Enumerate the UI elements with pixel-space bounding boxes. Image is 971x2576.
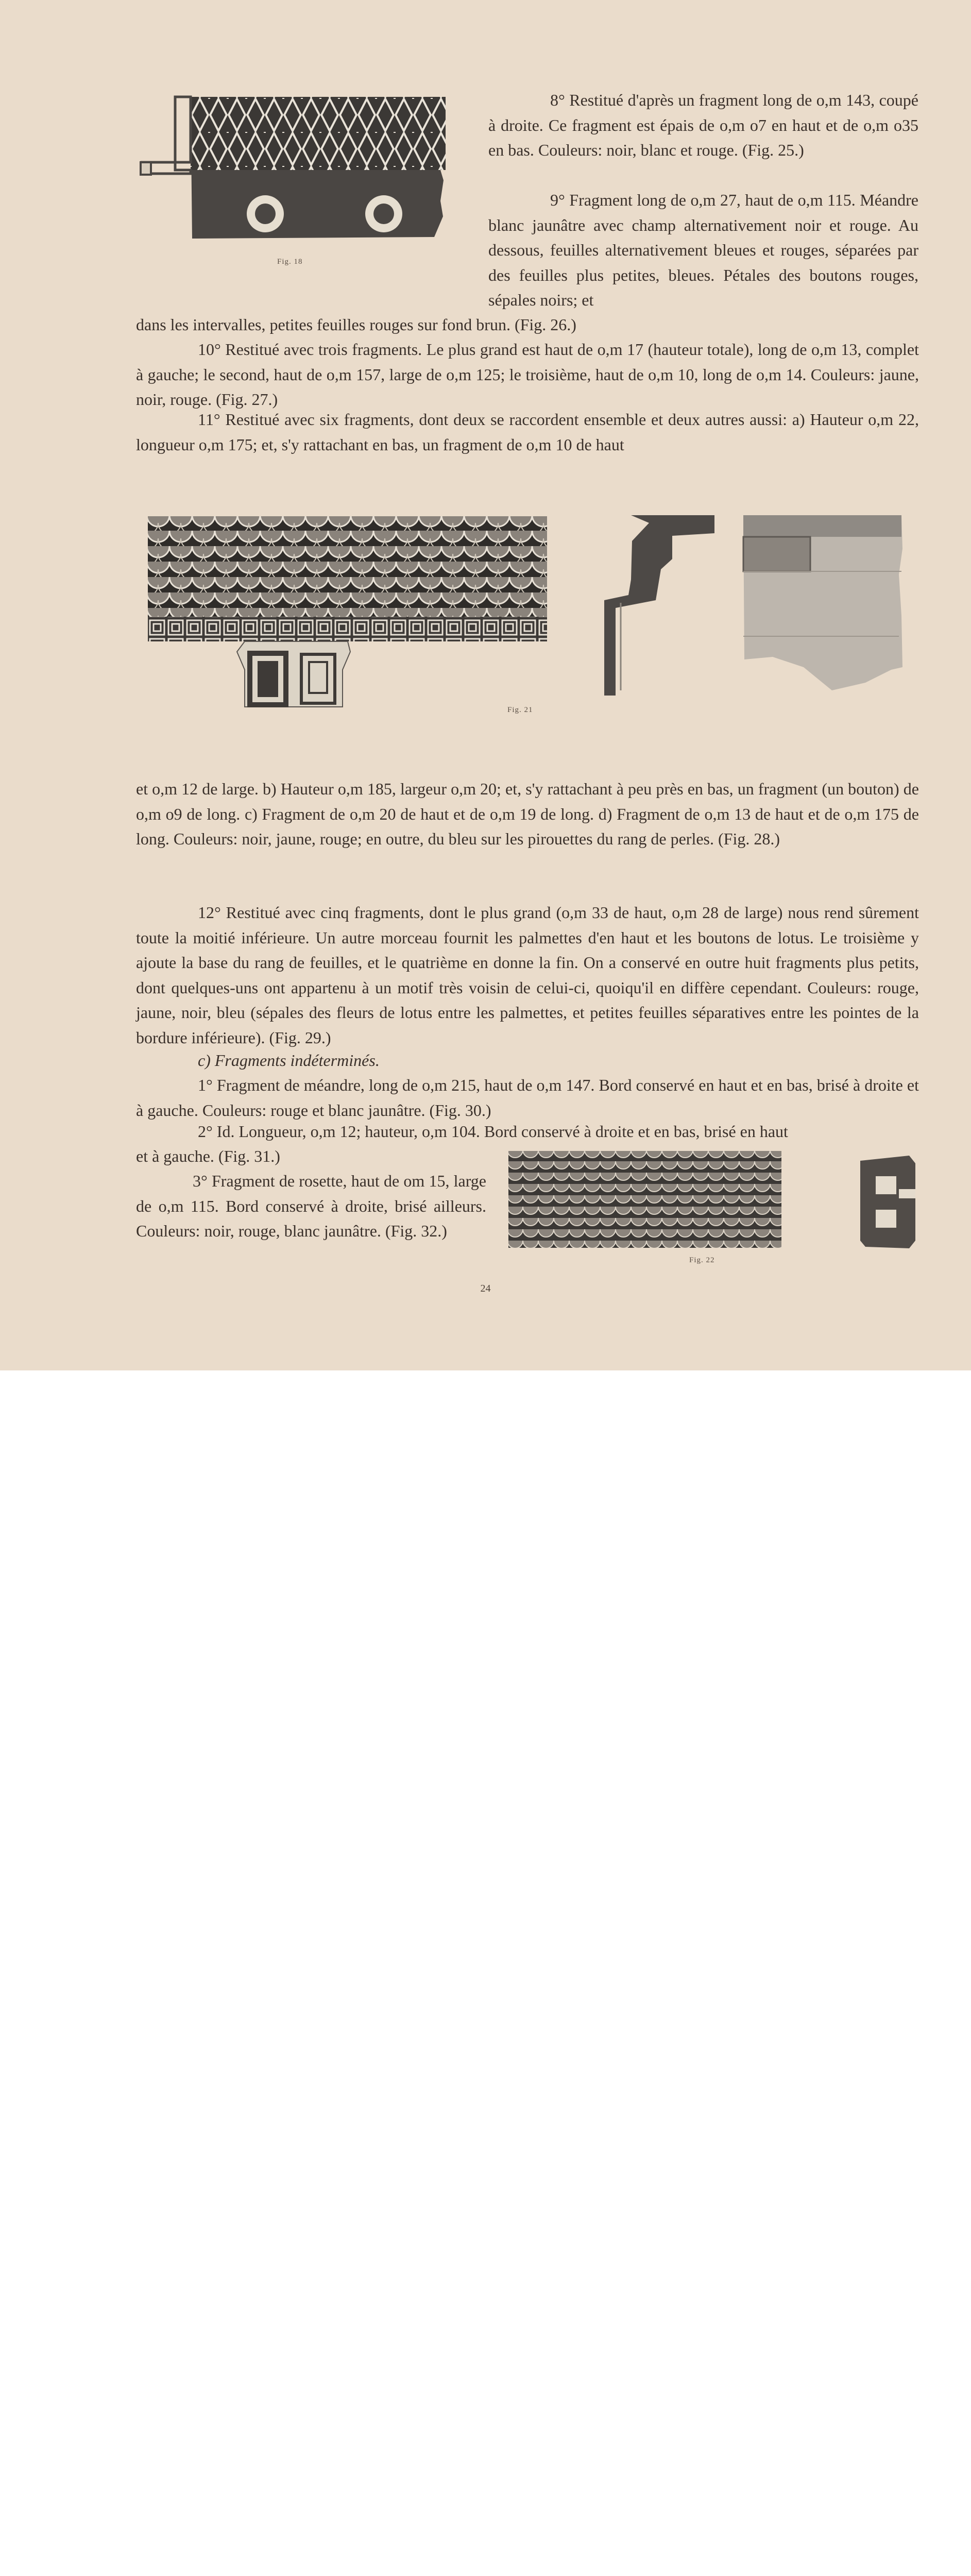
paragraph-item-11: 11° Restitué avec six fragments, dont deux se raccordent ensemble et deux autres aussi: a) Hauteur o,m 22, longueur o,m 175; et, s'y rattachant en bas, un fragment de o,m 10 de haut [136,410,919,454]
figure-21-caption: Fig. 21 [507,706,533,714]
page-number: 24 [480,1283,491,1294]
paragraph-indeterminate-1: 1° Fragment de méandre, long de o,m 215, haut de o,m 147. Bord conservé en haut et en bas, brisé à droite et à gauche. Couleurs: rouge et blanc jaunâtre. (Fig. 30.) [136,1076,919,1120]
paragraph-item-11-continued: et o,m 12 de large. b) Hauteur o,m 185, largeur o,m 20; et, s'y rattachant à peu près en bas, un fragment (un bouton) de o,m o9 de long. c) Fragment de o,m 20 de haut et de o,m 19 de long. d) Fragment de o,m 13 de haut et de o,m 175 de long. Couleurs: noir, jaune, rouge; en outre, du bleu sur les pirouettes du rang de perles. (Fig. 28.) [136,779,919,848]
figure-21-painted-fragment [742,513,907,693]
paragraph-indeterminate-2: 2° Id. Longueur, o,m 12; hauteur, o,m 104. Bord conservé à droite et en bas, brisé en haut [198,1122,788,1141]
figure-18-caption: Fig. 18 [277,258,303,266]
paragraph-indeterminate-2-continued: et à gauche. (Fig. 31.) [136,1147,280,1165]
paragraph-item-10: 10° Restitué avec trois fragments. Le plus grand est haut de o,m 17 (hauteur totale), long de o,m 13, complet à gauche; le second, haut de o,m 157, large de o,m 125; le troisième, haut de o,m 10, long de o,m 14. Couleurs: jaune, noir, rouge. (Fig. 27.) [136,340,919,409]
paragraph-item-12: 12° Restitué avec cinq fragments, dont le plus grand (o,m 33 de haut, o,m 28 de large) nous rend sûrement toute la moitié inférieure. Un autre morceau fournit les palmettes d'en haut et les boutons de lotus. Le troisième y ajoute la base du rang de feuilles, et le quatrième en donne la fin. On a conservé en outre huit fragments plus petits, dont quelques-uns ont appartenu à un motif très voisin de celui-ci, quoiqu'il en diffère cependant. Couleurs: rouge, jaune, noir, bleu (sépales des fleurs de lotus entre les palmettes, et petites feuilles séparatives entre les pointes de la bordure inférieure). (Fig. 29.) [136,903,919,1047]
figure-22-profile [858,1153,919,1251]
figure-21-scale-frieze [147,515,549,708]
section-heading-c-text: c) Fragments indéterminés. [198,1051,380,1070]
figure-22-scale-fragment [507,1150,783,1250]
paragraph-indeterminate-3: 3° Fragment de rosette, haut de om 15, large de o,m 115. Bord conservé à droite, brisé ailleurs. Couleurs: noir, rouge, blanc jaunâtre. (Fig. 32.) [136,1172,486,1240]
paragraph-item-9-continued: dans les intervalles, petites feuilles rouges sur fond brun. (Fig. 26.) [136,315,576,334]
figure-21-profile [600,513,719,698]
paragraph-item-8: 8° Restitué d'après un fragment long de o,m 143, coupé à droite. Ce fragment est épais de o,m o7 en haut et de o,m o35 en bas. Couleurs: noir, blanc et rouge. (Fig. 25.) [488,91,918,159]
paragraph-item-9: 9° Fragment long de o,m 27, haut de o,m 115. Méandre blanc jaunâtre avec champ alternativement noir et rouge. Au dessous, feuilles alternativement bleues et rouges, séparées par des feuilles plus petites, bleues. Pétales des boutons rouges, sépales noirs; et [488,191,918,309]
footer-bar [0,1370,971,1443]
figure-18-meander-fragment [137,93,446,247]
figure-22-caption: Fig. 22 [689,1256,715,1264]
section-heading-c [136,1048,919,1073]
